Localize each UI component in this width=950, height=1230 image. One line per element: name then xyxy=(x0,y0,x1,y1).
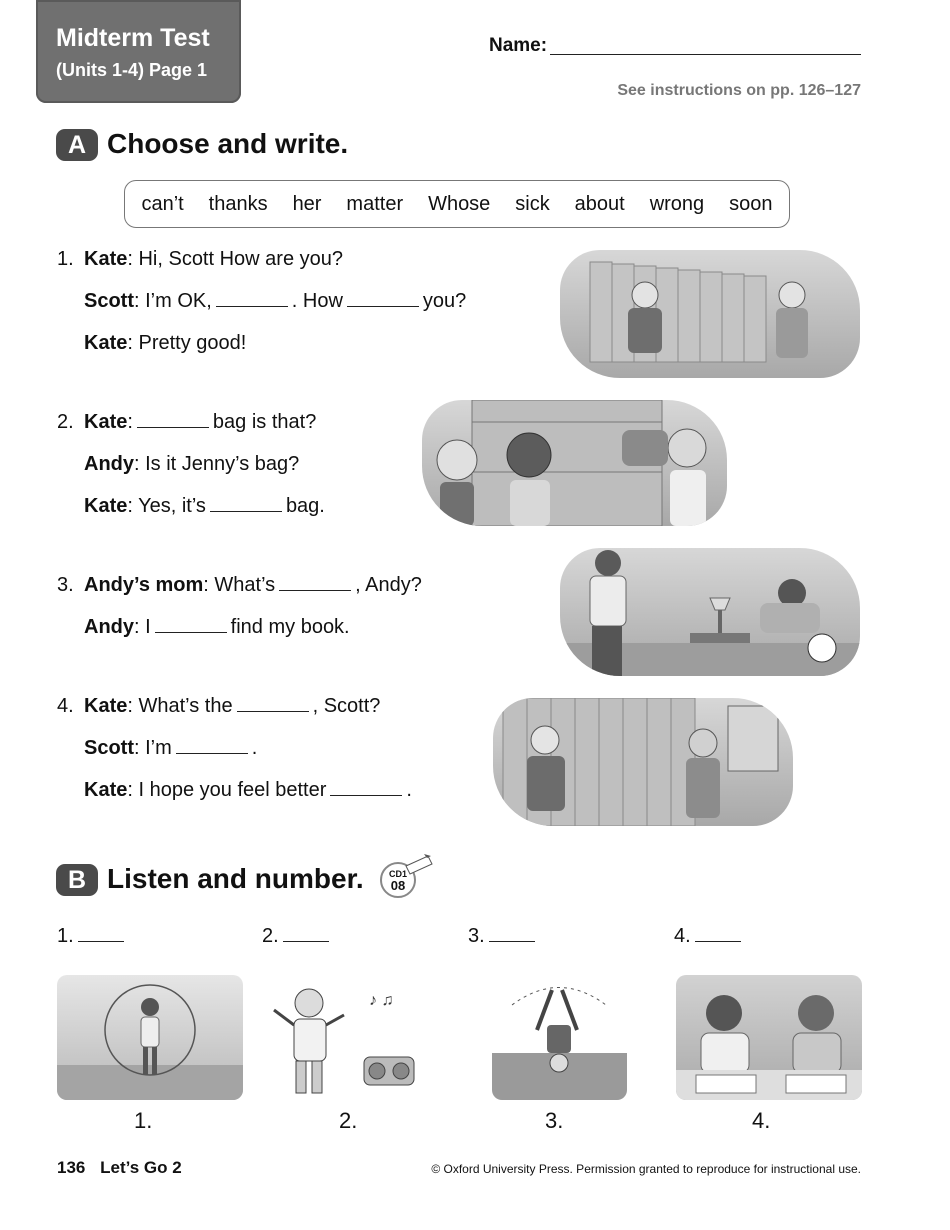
answer-number: 3. xyxy=(468,925,485,947)
dialogue-line xyxy=(84,411,316,434)
painting-picture xyxy=(676,975,862,1100)
dialogue-line xyxy=(84,332,246,355)
instructions-note: See instructions on pp. 126–127 xyxy=(617,82,861,99)
picture-caption: 2. xyxy=(339,1108,358,1133)
dialogue-line xyxy=(84,248,343,271)
dialogue-line xyxy=(84,574,422,597)
speaker: Kate xyxy=(84,695,128,717)
speaker: Scott xyxy=(84,290,134,312)
dialogue-text: : I hope you feel better xyxy=(127,779,327,801)
answer-number: 1. xyxy=(57,925,74,947)
dialogue-line xyxy=(84,290,466,313)
dialogue-text: . xyxy=(406,779,412,801)
test-title: Midterm Test xyxy=(56,24,210,52)
hallway-sick-illustration xyxy=(493,698,793,826)
speaker: Kate xyxy=(84,779,128,801)
dialogue-line xyxy=(84,453,299,476)
footer-page-info xyxy=(57,1158,182,1178)
answer-blank[interactable] xyxy=(78,937,124,942)
answer-blank[interactable] xyxy=(283,937,329,942)
word-bank-item: wrong xyxy=(649,192,705,215)
answer-blank[interactable] xyxy=(330,791,402,796)
handstand-picture xyxy=(492,975,627,1100)
dialogue-text: , Andy? xyxy=(355,574,422,596)
section-a-badge: A xyxy=(56,129,98,161)
answer-slot-4 xyxy=(674,925,745,948)
word-bank-item: about xyxy=(574,192,625,215)
dialogue-line xyxy=(84,737,257,760)
word-bank-item: sick xyxy=(515,192,550,215)
dialogue-text: : Pretty good! xyxy=(127,332,247,354)
speaker: Kate xyxy=(84,248,128,270)
answer-slot-1 xyxy=(57,925,128,948)
copyright-notice: © Oxford University Press. Permission granted to reproduce for instructional use. xyxy=(431,1162,861,1176)
answer-blank[interactable] xyxy=(489,937,535,942)
name-label: Name: xyxy=(489,35,548,56)
answer-blank[interactable] xyxy=(279,586,351,591)
dialogue-line xyxy=(84,695,380,718)
dialogue-text: : Is it Jenny’s bag? xyxy=(134,453,300,475)
dialogue-text: find my book. xyxy=(230,616,350,638)
dialogue-text: : Yes, it’s xyxy=(127,495,206,517)
word-bank-item: matter xyxy=(346,192,404,215)
section-b-badge: B xyxy=(56,864,98,896)
word-bank-item: soon xyxy=(729,192,773,215)
answer-blank[interactable] xyxy=(347,302,419,307)
speaker: Andy xyxy=(84,453,134,475)
question-number: 4. xyxy=(57,695,74,717)
dialogue-text: : I’m OK, xyxy=(134,290,212,312)
answer-blank[interactable] xyxy=(137,423,209,428)
dialogue-text: : I xyxy=(134,616,151,638)
section-a-title: Choose and write. xyxy=(107,128,349,159)
name-input-line[interactable] xyxy=(550,54,861,55)
answer-number: 2. xyxy=(262,925,279,947)
hallway-lockers-illustration xyxy=(560,250,860,378)
jump-rope-picture xyxy=(57,975,243,1100)
word-bank-item: her xyxy=(292,192,322,215)
word-bank-item: can’t xyxy=(141,192,184,215)
svg-text:♪ ♫: ♪ ♫ xyxy=(369,992,394,1009)
word-bank xyxy=(124,180,790,228)
answer-blank[interactable] xyxy=(176,749,248,754)
speaker: Kate xyxy=(84,495,128,517)
page-number: 136 xyxy=(57,1158,86,1177)
picture-caption: 3. xyxy=(545,1108,564,1133)
section-b-title: Listen and number. xyxy=(107,863,364,894)
speaker: Kate xyxy=(84,411,128,433)
speaker: Kate xyxy=(84,332,128,354)
answer-blank[interactable] xyxy=(695,937,741,942)
word-bank-item: thanks xyxy=(208,192,268,215)
answer-blank[interactable] xyxy=(216,302,288,307)
bedroom-illustration xyxy=(560,548,860,676)
dancing-boy-picture xyxy=(264,975,434,1100)
answer-blank[interactable] xyxy=(210,507,282,512)
classroom-shelf-illustration xyxy=(422,400,727,526)
dialogue-text: : I’m xyxy=(134,737,172,759)
dialogue-text: you? xyxy=(422,290,467,312)
test-subtitle: (Units 1-4) Page 1 xyxy=(56,60,208,80)
question-number: 3. xyxy=(57,574,74,596)
answer-slot-3 xyxy=(468,925,539,948)
picture-caption: 1. xyxy=(134,1108,153,1133)
dialogue-text: bag is that? xyxy=(212,411,317,433)
speaker: Scott xyxy=(84,737,134,759)
dialogue-text: : What’s the xyxy=(127,695,233,717)
picture-caption: 4. xyxy=(752,1108,771,1133)
answer-number: 4. xyxy=(674,925,691,947)
cd-track-number: 08 xyxy=(390,878,406,893)
dialogue-text: bag. xyxy=(285,495,325,517)
answer-slot-2 xyxy=(262,925,333,948)
book-title: Let’s Go 2 xyxy=(100,1158,182,1177)
word-bank-item: Whose xyxy=(428,192,491,215)
dialogue-text: . How xyxy=(291,290,343,312)
dialogue-line xyxy=(84,495,325,518)
speaker: Andy’s mom xyxy=(84,574,204,596)
dialogue-text: : What’s xyxy=(203,574,276,596)
answer-blank[interactable] xyxy=(237,707,309,712)
dialogue-text: , Scott? xyxy=(312,695,381,717)
question-number: 1. xyxy=(57,248,74,270)
dialogue-text: : xyxy=(127,411,133,433)
dialogue-text: : Hi, Scott How are you? xyxy=(127,248,344,270)
test-title-tab xyxy=(36,0,241,103)
cd-label: CD1 xyxy=(388,869,407,879)
speaker: Andy xyxy=(84,616,134,638)
dialogue-text: . xyxy=(251,737,258,759)
answer-blank[interactable] xyxy=(155,628,227,633)
dialogue-line xyxy=(84,779,412,802)
pencil-icon xyxy=(404,852,434,878)
dialogue-line xyxy=(84,616,350,639)
question-number: 2. xyxy=(57,411,74,433)
